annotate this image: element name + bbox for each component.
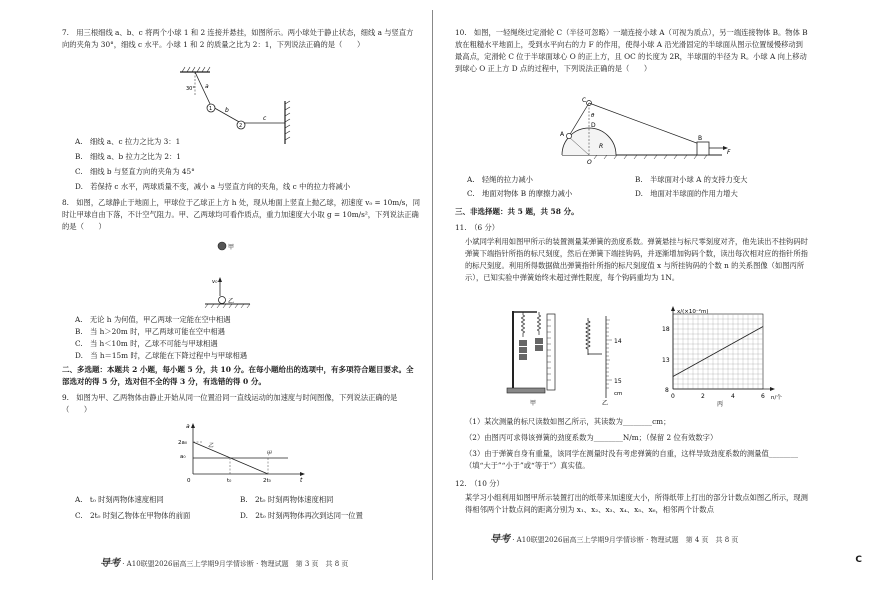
q7-text: 7. 用三根细线 a、b、c 将两个小球 1 和 2 连接并悬挂，如图所示。两小球处于静止状态，细线 a 与竖直方向的夹角为 30°，细线 c 水平。小球 1 和 2 的质量之比为 2：1，下列说法正确的是（ ） (62, 28, 414, 49)
footer-logo: 导考 (100, 558, 120, 569)
page-4-footer (490, 530, 738, 545)
q11-ruler-unit: cm (614, 391, 623, 397)
q9-a0-label: a₀ (180, 454, 186, 460)
q10-option-a: A. 轻绳的拉力减小 (467, 175, 533, 184)
q10-option-b: B. 半球面对小球 A 的支持力变大 (635, 175, 748, 184)
q10-label-d: D (591, 122, 596, 129)
q11-graph-x6: 6 (761, 393, 765, 400)
q9-x-axis-label: t (300, 477, 303, 484)
q8-option-a: A. 无论 h 为何值，甲乙两球一定能在空中相遇 (75, 315, 231, 324)
section-2-title: 二、多选题：本题共 2 小题，每小题 5 分，共 10 分。在每小题给出的选项中，有多项符合题目要求。全部选对的得 5 分，选对但不全的得 3 分，有选错的得 0 分。 (62, 365, 414, 386)
q9-y-axis-label: a (186, 423, 190, 430)
q11-sub-1: （1）某次测量的标尺读数如图乙所示，其读数为________cm； (465, 417, 671, 426)
q12-text: 某学习小组利用如图甲所示装置打出的纸带来加速度大小，所得纸带上打出的部分计数点如图乙所示，现测得相邻两个计数点间的距离分别为 x₁、x₂、x₃、x₄、x₅、x₆，相邻两个计数点 (465, 493, 808, 514)
q7-option-b: B. 细线 a、b 拉力之比为 2：1 (75, 152, 181, 161)
q8-figure (200, 240, 260, 310)
q11-sub-2: （2）由图丙可求得该弹簧的劲度系数为________N/m；（保留 2 位有效数字） (465, 433, 718, 442)
q12-head: 12. （10 分） (455, 479, 504, 488)
q11-yi-label: 乙 (602, 400, 609, 407)
q9-2a0-label: 2a₀ (178, 440, 188, 446)
q10-option-c: C. 地面对物体 B 的摩擦力减小 (467, 189, 573, 198)
q8-option-d: D. 当 h＝15m 时，乙球能在下降过程中与甲球相遇 (75, 351, 248, 360)
q7-option-c: C. 细线 b 与竖直方向的夹角为 45° (75, 167, 195, 176)
q8-jia-label: 甲 (228, 244, 235, 251)
footer-text: · A10联盟2026届高三上学期9月学情诊断 · 物理试题 第 3 页 共 8 页 (122, 560, 349, 568)
q9-graph (168, 422, 308, 484)
q7-label-b: b (225, 107, 229, 114)
q11-head: 11. （6 分） (455, 223, 500, 232)
q11-bing-label: 丙 (717, 401, 724, 408)
q11-graph-x0: 0 (671, 393, 675, 400)
q11-graph-y13: 13 (662, 357, 670, 364)
q9-jia-label: 甲 (266, 451, 272, 457)
q11-graph-x4: 4 (731, 393, 735, 400)
q9-yi-label: 乙 (208, 443, 214, 449)
q7-ball1-label: 1 (209, 106, 213, 112)
q11-ruler-tick-15: 15 (614, 378, 622, 385)
q10-label-c: C (582, 97, 587, 104)
corner-mark: C (855, 555, 862, 565)
q11-graph-bing (653, 306, 793, 406)
footer-text: · A10联盟2026届高三上学期9月学情诊断 · 物理试题 第 4 页 共 8 页 (512, 536, 739, 544)
page-3-footer (100, 554, 348, 569)
q10-label-f: F (727, 149, 731, 156)
q10-label-b: B (698, 135, 703, 142)
footer-logo: 导考 (490, 534, 510, 545)
q10-option-d: D. 地面对半球面的作用力增大 (635, 189, 738, 198)
q9-2t0-label: 2t₀ (263, 478, 271, 484)
q7-label-a: a (205, 83, 209, 90)
q11-graph-ylabel: x/(×10⁻²m) (677, 309, 709, 315)
section-3-title: 三、非选择题：共 5 题，共 58 分。 (455, 207, 579, 216)
q11-text: 小斌同学利用如图甲所示的装置测量某弹簧的劲度系数。弹簧悬挂与标尺零刻度对齐，他先读出不挂钩码时弹簧下端指针所指的标尺刻度，然后在弹簧下端挂钩码，并逐渐增加钩码个数，读出每次相对应的指针所指的标尺刻度。利用所得数据做出弹簧指针所指的标尺刻度值 x 与所挂钩码的个数 n 的关系图像（如图丙所示），已知实验中弹簧始终未超过弹性限度，每个钩码重均为 1N。 (465, 237, 808, 282)
page-4 (435, 0, 870, 591)
q10-figure (557, 98, 737, 166)
q11-graph-y18: 18 (662, 326, 670, 333)
q10-label-a: A (560, 131, 565, 138)
q7-option-a: A. 细线 a、c 拉力之比为 3：1 (75, 137, 181, 146)
q9-option-a: A. t₀ 时刻两物体速度相同 (75, 495, 164, 504)
q8-option-b: B. 当 h＞20m 时，甲乙两球可能在空中相遇 (75, 327, 225, 336)
q11-ruler-yi (578, 316, 638, 406)
q7-option-d: D. 若保持 c 水平，两球质量不变，减小 a 与竖直方向的夹角，线 c 中的拉力将减小 (75, 182, 351, 191)
q8-text: 8. 如图，乙球静止于地面上，甲球位于乙球正上方 h 处，现从地面上竖直上抛乙球，初速度 v₀ = 10m/s，同时让甲球自由下落，不计空气阻力。甲、乙两球均可看作质点，重力加速度大小取 g = 10m/s²，下列说法正确的是（ ） (62, 198, 420, 231)
q11-graph-x2: 2 (701, 393, 705, 400)
q10-label-theta: θ (591, 113, 595, 119)
q8-v0-label: v₀ (212, 279, 218, 285)
q9-option-c: C. 2t₀ 时刻乙物体在甲物体的前面 (75, 511, 191, 520)
q10-text: 10. 如图，一轻绳绕过定滑轮 C（半径可忽略）一端连接小球 A（可视为质点），另一端连接物体 B。物体 B 放在粗糙水平地面上，受到水平向右的力 F 的作用，使得小球 A 沿光滑固定的半球面从图示位置缓慢移动到最高点，定滑轮 C 位于半球面球心 O 的正上方，且 OC 的长度为 2R，半球面的半径为 R。小球 A 向上移动到球心 O 正上方 D 点的过程中，下列说法正确的是（ ） (455, 28, 808, 73)
q10-label-o: O (587, 159, 592, 166)
q8-yi-label: 乙 (228, 298, 235, 305)
q8-option-c: C. 当 h＜10m 时，乙球不可能与甲球相遇 (75, 339, 218, 348)
q9-text: 9. 如图为甲、乙两物体由静止开始从同一位置沿同一直线运动的加速度与时间图像，下列说法正确的是（ ） (62, 393, 398, 414)
q11-jia-label: 甲 (530, 400, 537, 407)
q7-ball2-label: 2 (239, 123, 243, 129)
q7-angle-label: 30° (186, 86, 195, 92)
q9-option-d: D. 2t₀ 时刻两物体再次到达同一位置 (240, 511, 363, 520)
q10-label-r: R (599, 143, 604, 150)
q7-figure (165, 66, 300, 146)
q11-graph-y8: 8 (665, 387, 669, 394)
q9-option-b: B. 2t₀ 时刻两物体速度相同 (240, 495, 334, 504)
q9-t0-label: t₀ (227, 478, 232, 484)
q9-origin-label: 0 (187, 478, 191, 484)
q11-sub-3: （3）由于弹簧自身有重量，该同学在测量时没有考虑弹簧的自重，这样导致劲度系数的测量值________（填“大于”“小于”或“等于”）真实值。 (465, 449, 798, 470)
q7-label-c: c (263, 115, 267, 122)
q11-apparatus-jia (505, 306, 565, 406)
q11-ruler-tick-14: 14 (614, 338, 622, 345)
q11-graph-xlabel: n/个 (771, 395, 782, 401)
